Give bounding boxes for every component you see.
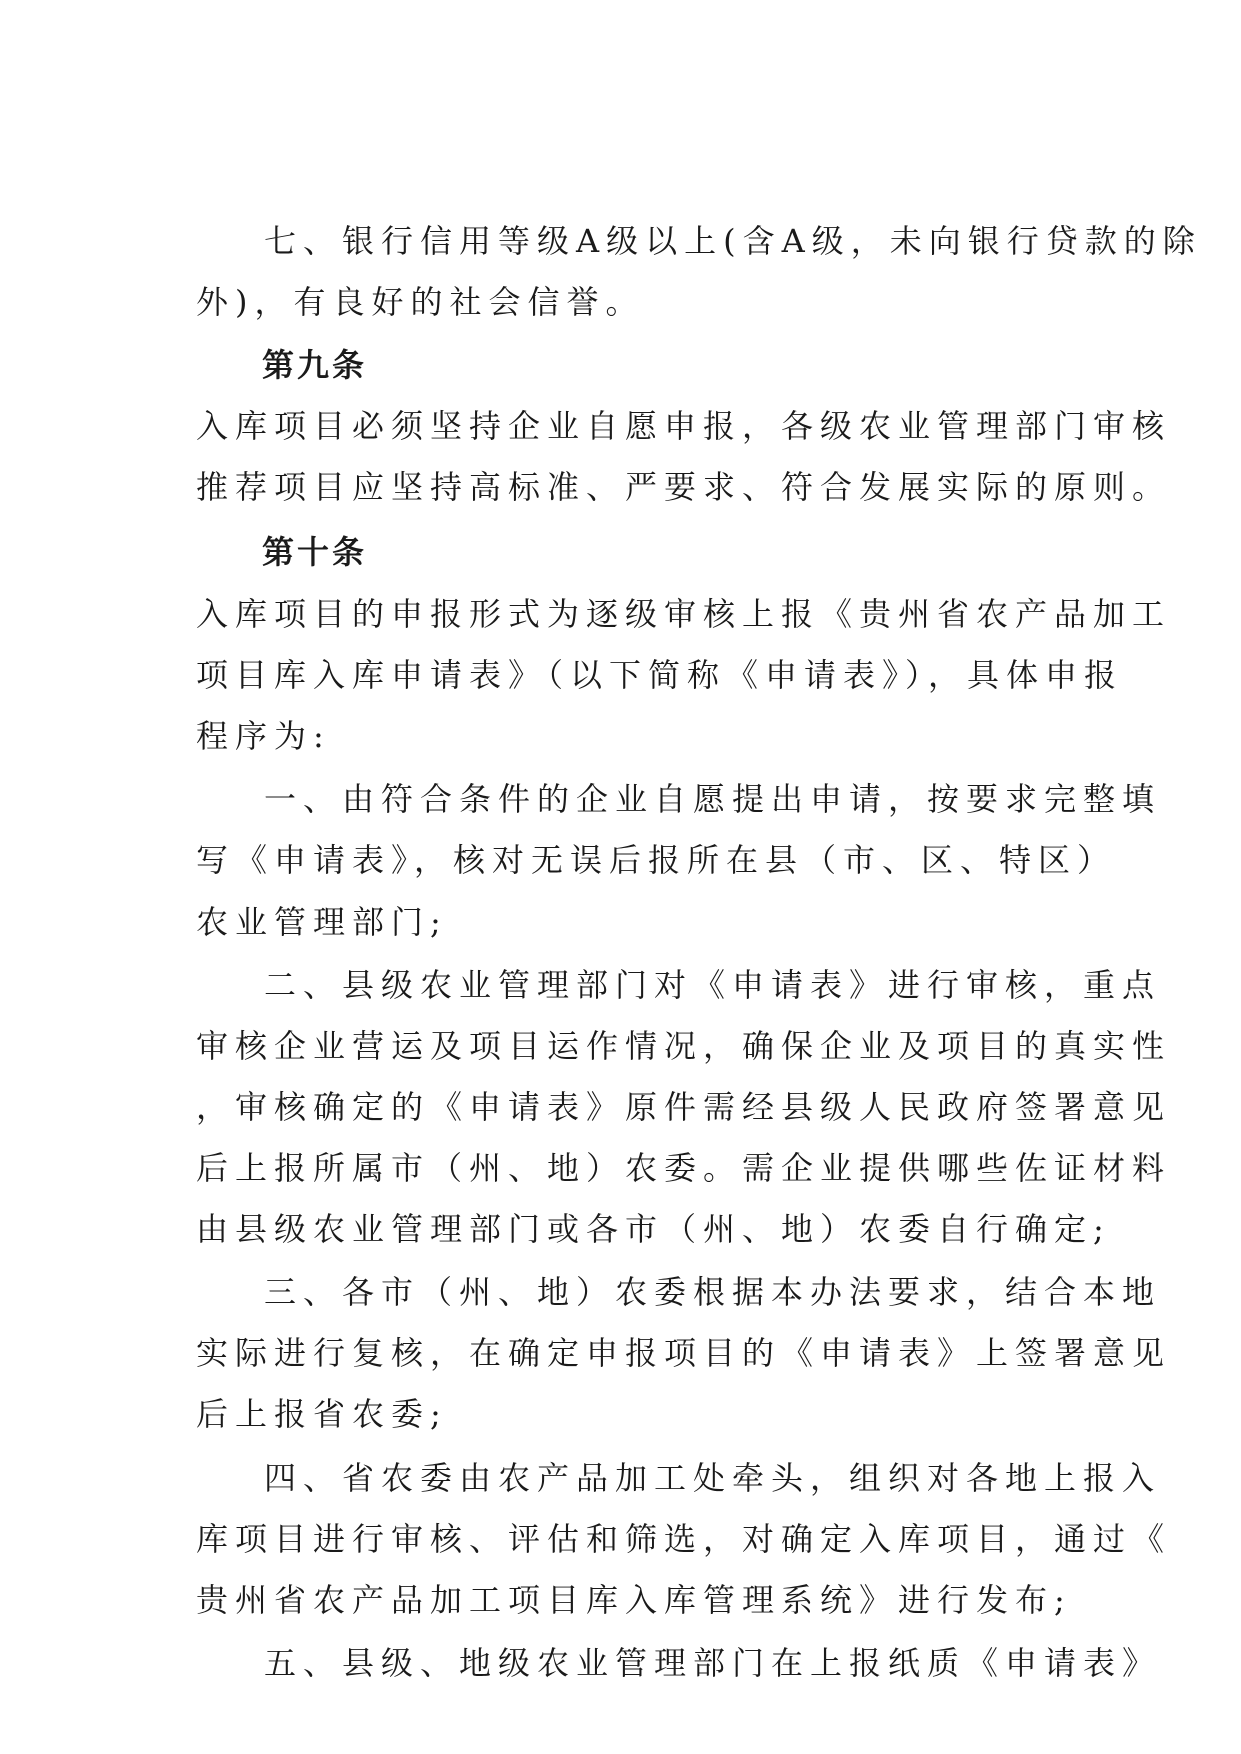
step-2-line-3: ，审核确定的《申请表》原件需经县级人民政府签署意见	[196, 1088, 1172, 1126]
clause-7-line-2: 外)，有良好的社会信誉。	[196, 283, 645, 321]
step-1-line-2: 写《申请表》，核对无误后报所在县（市、区、特区）	[196, 841, 1117, 879]
step-2-line-1: 二、县级农业管理部门对《申请表》进行审核，重点	[264, 966, 1162, 1004]
article-10-line-3: 程序为:	[196, 717, 331, 755]
step-3-line-3: 后上报省农委;	[196, 1395, 448, 1433]
step-1-line-1: 一、由符合条件的企业自愿提出申请，按要求完整填	[264, 780, 1162, 818]
step-4-line-2: 库项目进行审核、评估和筛选，对确定入库项目，通过《	[196, 1520, 1172, 1558]
step-2-line-4: 后上报所属市（州、地）农委。需企业提供哪些佐证材料	[196, 1149, 1172, 1187]
article-9-heading: 第九条	[262, 346, 368, 384]
article-9-line-2: 推荐项目应坚持高标准、严要求、符合发展实际的原则。	[196, 468, 1172, 506]
step-4-line-1: 四、省农委由农产品加工处牵头，组织对各地上报入	[264, 1459, 1162, 1497]
step-3-line-1: 三、各市（州、地）农委根据本办法要求，结合本地	[264, 1273, 1162, 1311]
clause-7-line-1: 七、银行信用等级A级以上(含A级，未向银行贷款的除	[264, 222, 1202, 260]
step-2-line-5: 由县级农业管理部门或各市（州、地）农委自行确定;	[196, 1210, 1111, 1248]
step-1-line-3: 农业管理部门;	[196, 903, 448, 941]
article-10-line-2: 项目库入库申请表》（以下简称《申请表》），具体申报	[196, 656, 1124, 694]
step-3-line-2: 实际进行复核，在确定申报项目的《申请表》上签署意见	[196, 1334, 1172, 1372]
step-4-line-3: 贵州省农产品加工项目库入库管理系统》进行发布;	[196, 1581, 1072, 1619]
step-2-line-2: 审核企业营运及项目运作情况，确保企业及项目的真实性	[196, 1027, 1172, 1065]
article-9-line-1: 入库项目必须坚持企业自愿申报，各级农业管理部门审核	[196, 407, 1172, 445]
step-5-line-1: 五、县级、地级农业管理部门在上报纸质《申请表》	[264, 1644, 1162, 1682]
article-10-heading: 第十条	[262, 533, 368, 571]
article-10-line-1: 入库项目的申报形式为逐级审核上报《贵州省农产品加工	[196, 595, 1172, 633]
